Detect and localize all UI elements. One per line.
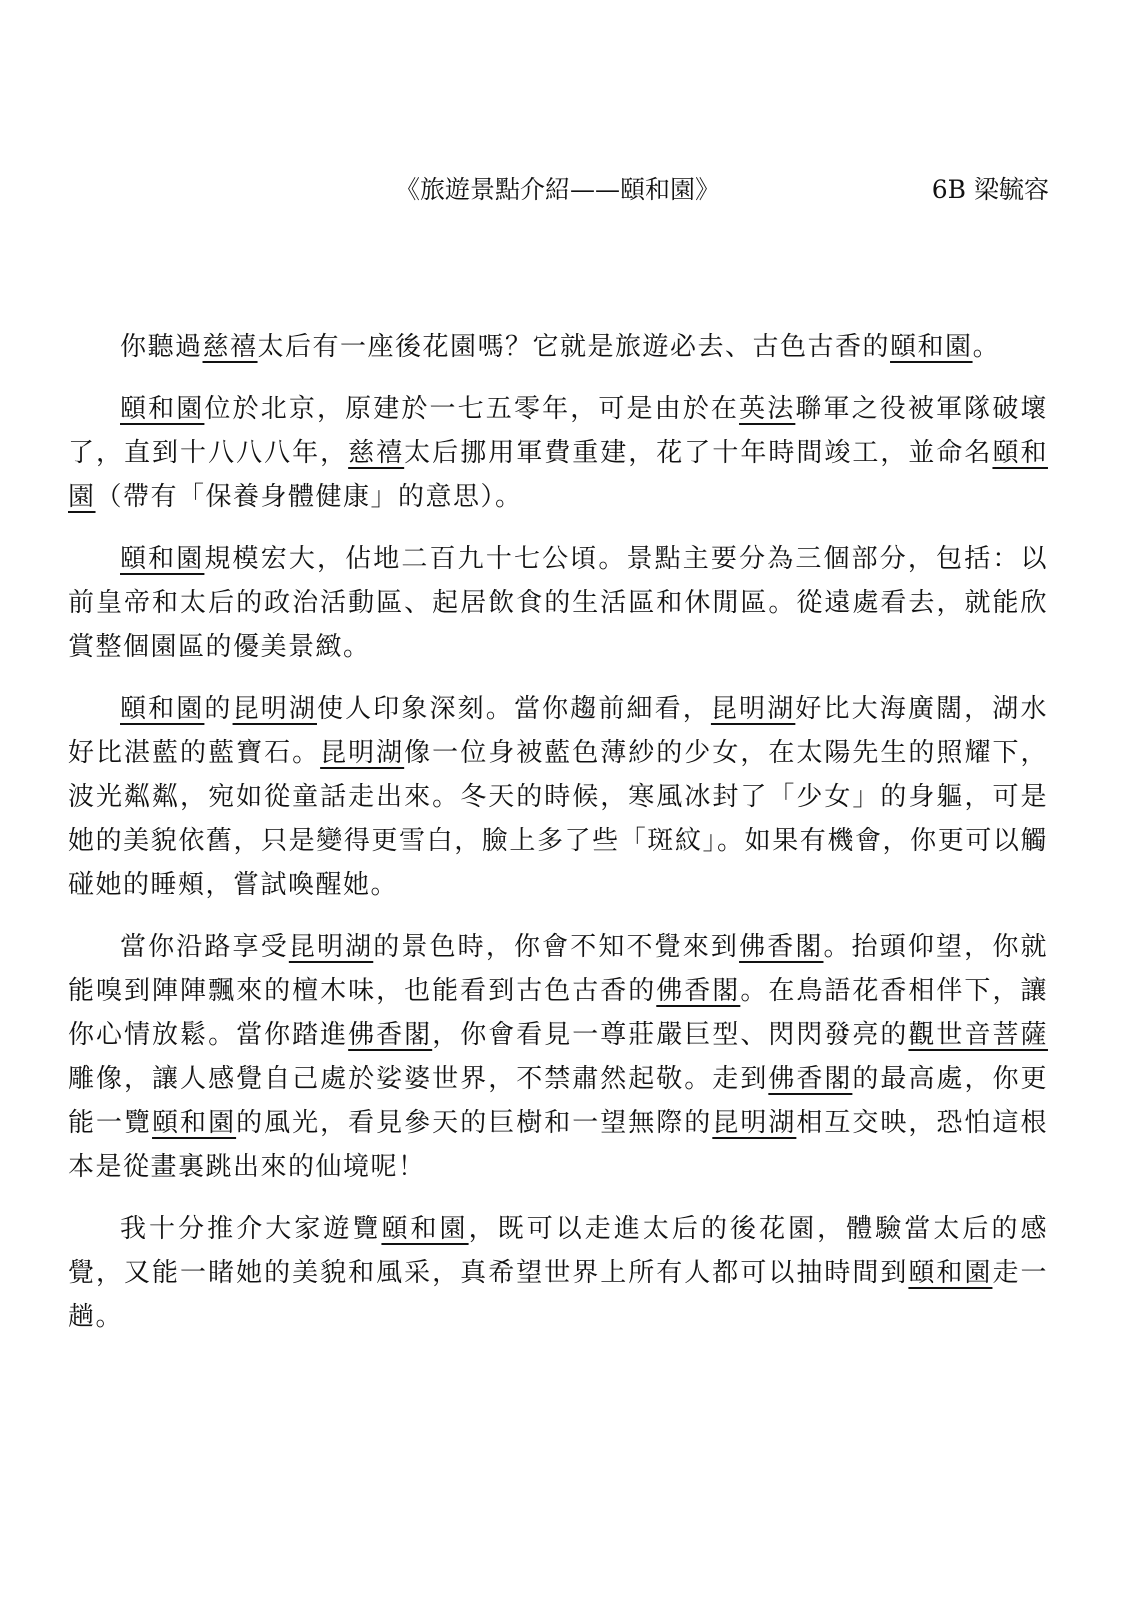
text-run: 的最高處，你更能一覽	[68, 1064, 1048, 1138]
proper-noun: 頤和園	[120, 544, 205, 574]
text-run: 太后有一座後花園嗎？它就是旅遊必去、古色古香的	[257, 332, 891, 362]
text-run: 像一位身被藍色薄紗的少女，在太陽先生的照耀下，波光粼粼，宛如從童話走出來。冬天的時候，寒風冰封了「少女」的身軀，可是她的美貌依舊，只是變得更雪白，臉上多了些「斑紋」。如果有機會，你更可以觸碰她的睡頰，嘗試喚醒她。	[68, 738, 1048, 900]
text-run: 位於北京，原建於一七五零年，可是由於在	[204, 394, 740, 424]
proper-noun: 昆明湖	[232, 694, 317, 724]
paragraph-history	[68, 387, 1048, 519]
document-header	[395, 168, 1055, 212]
text-run: 當你沿路享受	[120, 932, 289, 962]
proper-noun: 頤和園	[152, 1108, 237, 1138]
text-run: 。抬頭仰望，你就能嗅到陣陣飄來的檀木味，也能看到古色古香的	[68, 932, 1048, 1006]
text-run: 使人印象深刻。當你趨前細看，	[316, 694, 711, 724]
text-run: ，既可以走進太后的後花園，體驗當太后的感覺，又能一睹她的美貌和風采，真希望世界上所有人都可以抽時間到	[68, 1214, 1048, 1288]
text-run: ，你會看見一尊莊嚴巨型、閃閃發亮的	[432, 1020, 909, 1050]
proper-noun: 英法	[739, 394, 796, 424]
text-run: 雕像，讓人感覺自己處於娑婆世界，不禁肅然起敬。走到	[68, 1064, 769, 1094]
proper-noun: 慈禧	[348, 438, 405, 468]
text-run: 的風光，看見參天的巨樹和一望無際的	[236, 1108, 713, 1138]
text-run: 的景色時，你會不知不覺來到	[373, 932, 740, 962]
proper-noun: 昆明湖	[710, 694, 796, 724]
paragraph-foxiang-pavilion	[68, 925, 1048, 1189]
proper-noun: 昆明湖	[712, 1108, 797, 1138]
proper-noun: 昆明湖	[288, 932, 374, 962]
proper-noun: 頤和園	[890, 332, 973, 362]
essay-title: 《旅遊景點介紹——頤和園》	[395, 175, 721, 204]
text-run: 好比大海廣闊，湖水好比湛藍的藍寶石。	[68, 694, 1048, 768]
paragraph-intro	[68, 325, 1048, 369]
text-run: 相互交映，恐怕這根本是從畫裏跳出來的仙境呢！	[68, 1108, 1048, 1182]
text-run: 走一趟。	[68, 1258, 1048, 1332]
author-class-name: 6B 梁毓容	[931, 175, 1049, 204]
proper-noun: 佛香閣	[739, 932, 824, 962]
text-run: 。在鳥語花香相伴下，讓你心情放鬆。當你踏進	[68, 976, 1048, 1050]
proper-noun: 昆明湖	[320, 738, 405, 768]
proper-noun: 頤和園	[908, 1258, 993, 1288]
paragraph-scale	[68, 537, 1048, 669]
proper-noun: 觀世音菩薩	[908, 1020, 1048, 1050]
text-run: 。	[972, 332, 1001, 362]
proper-noun: 慈禧	[202, 332, 258, 362]
proper-noun: 頤和園	[120, 694, 205, 724]
paragraph-kunming-lake	[68, 687, 1048, 907]
text-run: 我十分推介大家遊覽	[120, 1214, 382, 1244]
text-run: 規模宏大，佔地二百九十七公頃。景點主要分為三個部分，包括：以前皇帝和太后的政治活動區、起居飲食的生活區和休閒區。從遠處看去，就能欣賞整個園區的優美景緻。	[68, 544, 1048, 662]
text-run: 的	[204, 694, 233, 724]
proper-noun: 佛香閣	[656, 976, 741, 1006]
proper-noun: 頤和園	[381, 1214, 469, 1244]
text-run: 聯軍之役被軍隊破壞了，直到十八八八年，	[68, 394, 1048, 468]
proper-noun: 佛香閣	[768, 1064, 853, 1094]
text-run: （帶有「保養身體健康」的意思）。	[95, 482, 523, 512]
proper-noun: 頤和園	[68, 438, 1048, 512]
essay-body	[68, 325, 1048, 1357]
paragraph-recommendation	[68, 1207, 1048, 1339]
proper-noun: 頤和園	[120, 394, 205, 424]
proper-noun: 佛香閣	[348, 1020, 433, 1050]
text-run: 太后挪用軍費重建，花了十年時間竣工，並命名	[404, 438, 993, 468]
text-run: 你聽過	[120, 332, 203, 362]
